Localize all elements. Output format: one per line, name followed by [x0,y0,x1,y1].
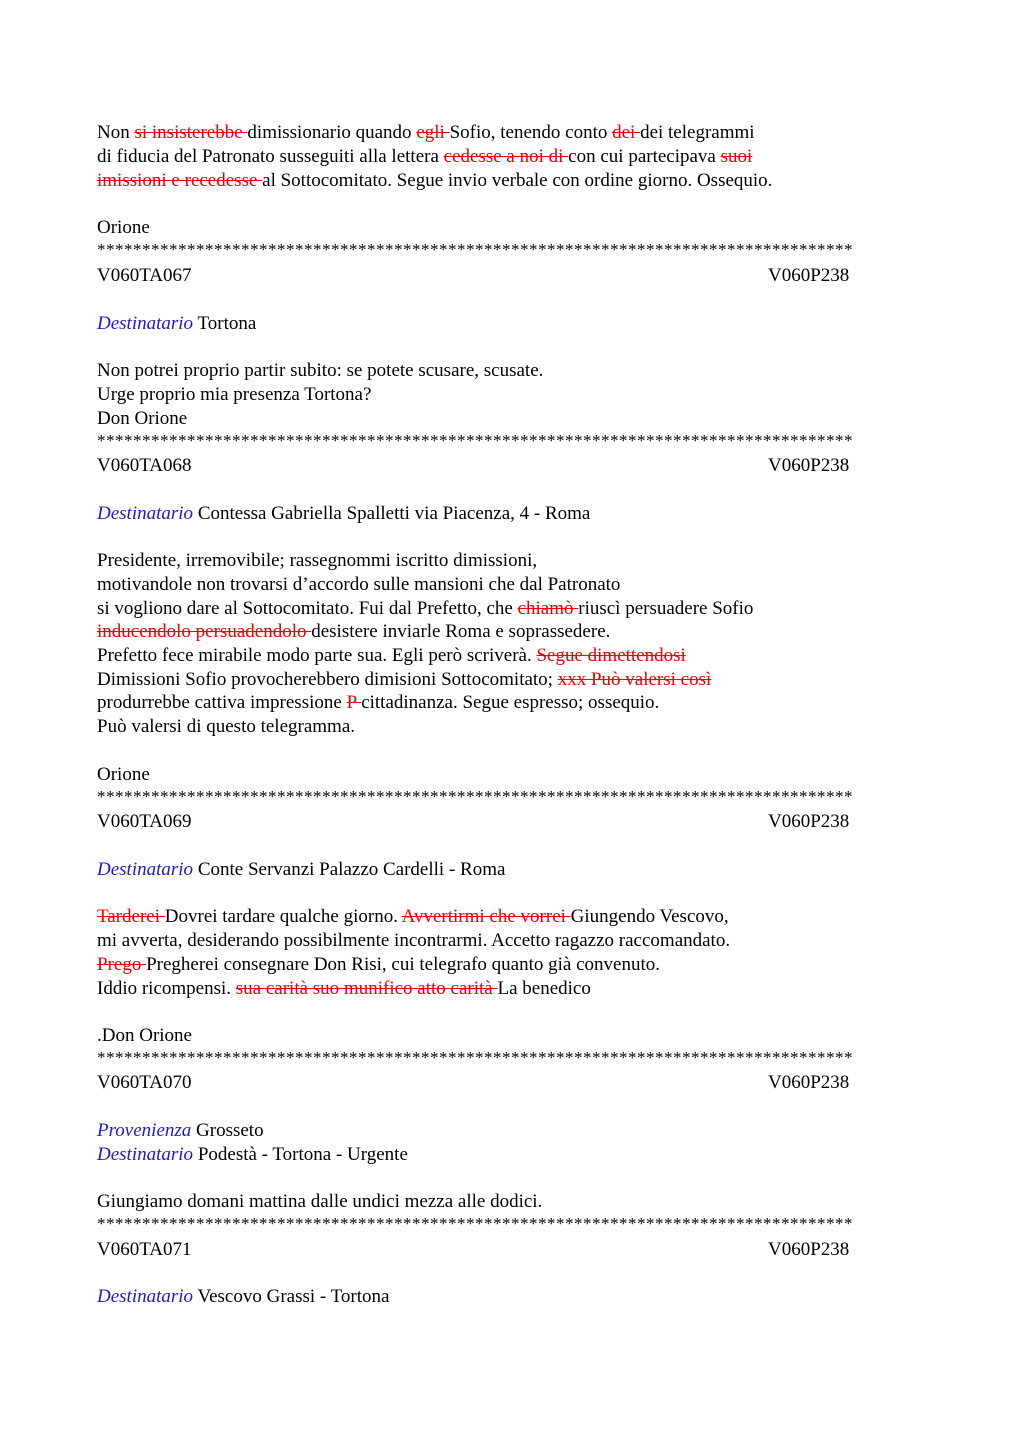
separator: ************************************************************************************ [97,787,853,806]
signature: Orione [97,217,150,238]
provenienza-line [97,1119,264,1143]
text-line [97,549,537,573]
text-segment: Dimissioni Sofio provocherebbero dimisioni Sottocomitato; [97,669,558,690]
destinatario-label: Destinatario [97,1144,194,1165]
text-line [97,145,752,169]
text-segment: Dovrei tardare qualche giorno. [164,906,402,927]
text-segment: mi avverta, desiderando possibilmente incontrarmi. Accetto ragazzo raccomandato. [97,930,731,951]
text-segment: riuscì persuadere Sofio [578,598,754,619]
destinatario-value: Podestà - Tortona - Urgente [197,1144,408,1165]
text-segment: desistere inviarle Roma e soprassedere. [311,621,611,642]
document-code: V060TA067 [97,265,192,286]
deleted-text: inducendolo persuadendolo [97,621,312,642]
destinatario-label: Destinatario [97,859,194,880]
destinatario-line [97,312,256,336]
text-segment: Urge proprio mia presenza Tortona? [97,384,372,405]
deleted-text: Avvertirmi che vorrei [401,906,571,927]
deleted-text: Prego [97,954,147,975]
text-line [97,668,711,692]
deleted-text: egli [416,122,450,143]
text-line [97,597,753,621]
destinatario-value: Tortona [197,313,257,334]
page-code: V060P238 [768,811,850,832]
text-line [97,573,620,597]
text-line [97,169,772,193]
text-line [97,359,543,383]
text-line [97,644,686,668]
text-segment: Non potrei proprio partir subito: se potete scusare, scusate. [97,360,544,381]
text-segment: Presidente, irremovibile; rassegnommi iscritto dimissioni, [97,550,538,571]
text-segment: si vogliono dare al Sottocomitato. Fui dal Prefetto, che [97,598,518,619]
text-segment: Iddio ricompensi. [97,978,236,999]
deleted-text: sua carità suo munifico atto carità [235,978,498,999]
text-segment: Non [97,122,135,143]
separator: ************************************************************************************ [97,1048,853,1067]
text-segment: produrrebbe cattiva impressione [97,692,347,713]
text-line [97,715,355,739]
deleted-text: Tarderei [97,906,165,927]
text-segment: al Sottocomitato. Segue invio verbale con ordine giorno. Ossequio. [262,170,773,191]
destinatario-line [97,858,505,882]
separator: ************************************************************************************ [97,431,853,450]
document-code: V060TA069 [97,811,192,832]
text-segment: Sofio, tenendo conto [449,122,613,143]
text-line [97,383,371,407]
text-segment: La benedico [497,978,591,999]
text-line [97,929,730,953]
destinatario-value: Contessa Gabriella Spalletti via Piacenza, 4 - Roma [197,503,591,524]
deleted-text: dei [612,122,641,143]
text-segment: dei telegrammi [640,122,755,143]
page-code: V060P238 [768,1239,850,1260]
deleted-text: imissioni e recedesse [97,170,263,191]
deleted-text: P [346,692,362,713]
page-code: V060P238 [768,1072,850,1093]
text-segment: con cui partecipava [568,146,721,167]
destinatario-line [97,1285,389,1309]
text-line [97,121,755,145]
text-segment: di fiducia del Patronato susseguiti alla lettera [97,146,444,167]
page-code: V060P238 [768,455,850,476]
text-segment: Prefetto fece mirabile modo parte sua. Egli però scriverà. [97,645,537,666]
provenienza-label: Provenienza [97,1120,192,1141]
text-segment: motivandole non trovarsi d’accordo sulle mansioni che dal Patronato [97,574,621,595]
page-code: V060P238 [768,265,850,286]
text-line [97,691,659,715]
deleted-text: xxx Può valersi così [557,669,712,690]
text-segment: cittadinanza. Segue espresso; ossequio. [361,692,660,713]
text-line [97,905,729,929]
destinatario-label: Destinatario [97,1286,194,1307]
deleted-text: suoi [720,146,753,167]
destinatario-value: Vescovo Grassi - Tortona [197,1286,390,1307]
document-code: V060TA070 [97,1072,192,1093]
destinatario-line [97,502,590,526]
document-code: V060TA068 [97,455,192,476]
deleted-text: cedesse a noi di [443,146,569,167]
provenienza-value: Grosseto [196,1120,264,1141]
destinatario-label: Destinatario [97,503,194,524]
separator: ************************************************************************************ [97,240,853,259]
text-line [97,977,591,1001]
text-segment: Giungendo Vescovo, [570,906,729,927]
text-segment: Don Orione [97,408,188,429]
text-line [97,620,610,644]
destinatario-label: Destinatario [97,313,194,334]
text-line [97,1190,542,1214]
separator: ************************************************************************************ [97,1214,853,1233]
text-segment: Può valersi di questo telegramma. [97,716,356,737]
destinatario-line [97,1143,408,1167]
deleted-text: si insisterebbe [134,122,248,143]
destinatario-value: Conte Servanzi Palazzo Cardelli - Roma [197,859,506,880]
text-segment: Pregherei consegnare Don Risi, cui telegrafo quanto già convenuto. [146,954,660,975]
text-segment: Giungiamo domani mattina dalle undici mezza alle dodici. [97,1191,543,1212]
signature: .Don Orione [97,1025,192,1046]
deleted-text: Segue dimettendosi [536,645,686,666]
deleted-text: chiamò [517,598,579,619]
text-line [97,953,660,977]
document-code: V060TA071 [97,1239,192,1260]
text-segment: dimissionario quando [247,122,417,143]
text-line [97,407,187,431]
signature: Orione [97,764,150,785]
